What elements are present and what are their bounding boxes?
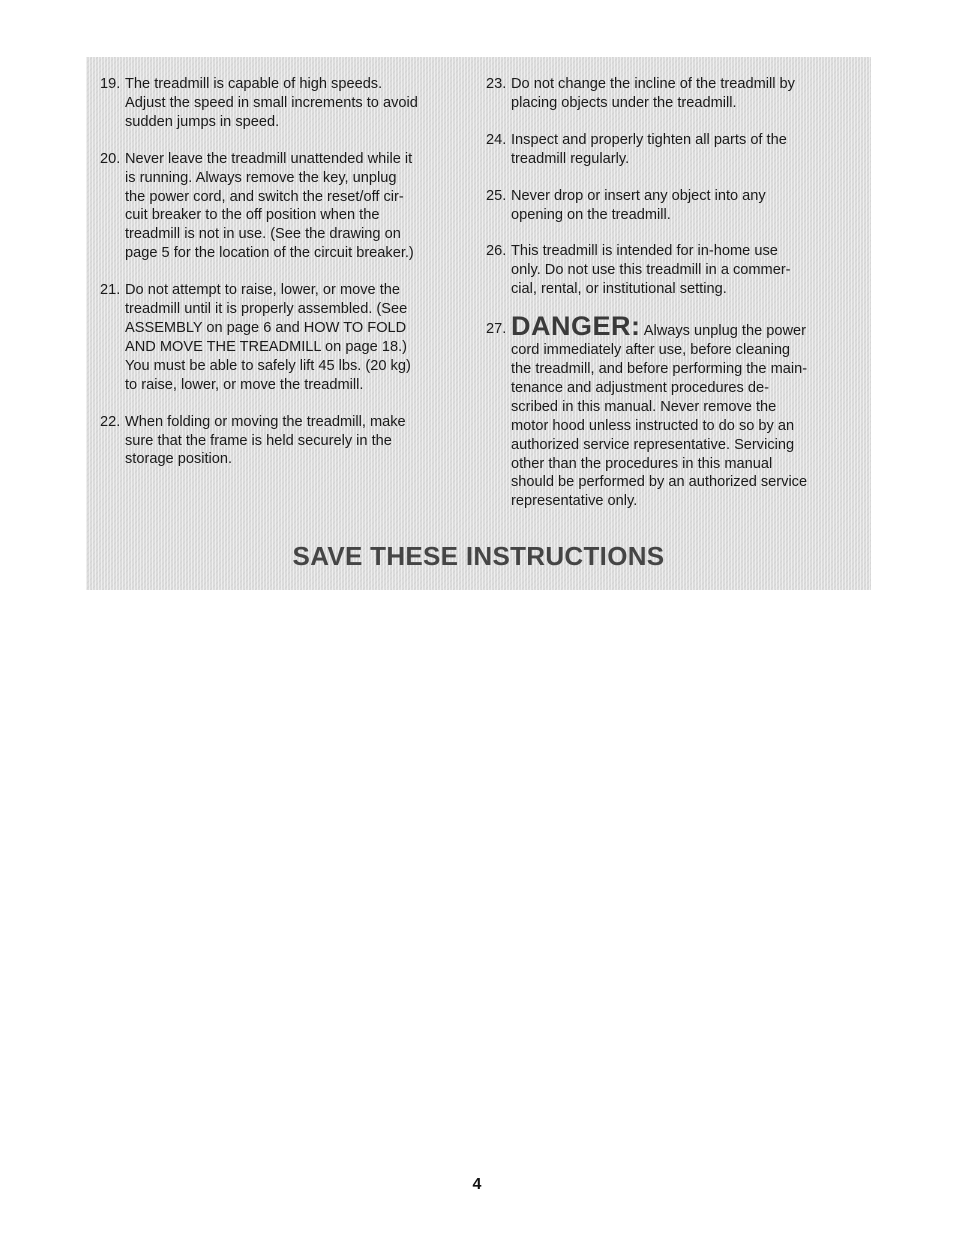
- item-text-line: representative only.: [511, 493, 638, 510]
- left-column: [100, 75, 472, 487]
- item-text-line: cial, rental, or institutional setting.: [511, 281, 727, 298]
- item-text-line: scribed in this manual. Never remove the: [511, 398, 777, 415]
- danger-heading: DANGER:: [511, 311, 641, 342]
- item-text-line: You must be able to safely lift 45 lbs. (20 kg): [125, 357, 411, 374]
- item-text-line: Do not attempt to raise, lower, or move the: [125, 282, 400, 299]
- right-column: [486, 75, 861, 529]
- item-text-line: should be performed by an authorized service: [511, 474, 808, 491]
- item-text-line: the power cord, and switch the reset/off cir-: [125, 188, 404, 205]
- instruction-item-24: [486, 131, 861, 169]
- item-text-line: authorized service representative. Servicing: [511, 436, 795, 453]
- instruction-item-22: [100, 413, 472, 470]
- danger-first-line: [511, 311, 861, 342]
- item-text-line: only. Do not use this treadmill in a commer-: [511, 262, 791, 279]
- safety-instructions-panel: [86, 57, 871, 590]
- item-text-line: ASSEMBLY on page 6 and HOW TO FOLD: [125, 319, 407, 336]
- item-text-line: Never drop or insert any object into any: [511, 187, 766, 204]
- item-text-line: page 5 for the location of the circuit breaker.): [125, 245, 414, 262]
- item-text-line: is running. Always remove the key, unplug: [125, 169, 397, 186]
- page-number: 4: [472, 1176, 482, 1193]
- item-number: 24.: [486, 131, 507, 148]
- item-text-line: tenance and adjustment procedures de-: [511, 379, 769, 396]
- item-number: 25.: [486, 187, 507, 204]
- instruction-item-26: [486, 242, 861, 299]
- item-text-line: The treadmill is capable of high speeds.: [125, 76, 383, 92]
- item-text-line: When folding or moving the treadmill, make: [125, 413, 406, 430]
- instruction-item-23: [486, 75, 861, 113]
- instruction-item-27-danger: [486, 311, 861, 511]
- save-instructions-heading: SAVE THESE INSTRUCTIONS: [292, 541, 665, 571]
- item-number: 22.: [100, 413, 121, 430]
- item-text-line: motor hood unless instructed to do so by an: [511, 417, 795, 434]
- instruction-item-21: [100, 281, 472, 394]
- item-text-line: placing objects under the treadmill.: [511, 94, 737, 111]
- item-number: 26.: [486, 243, 507, 260]
- item-number: 21.: [100, 282, 121, 299]
- instruction-item-25: [486, 187, 861, 225]
- item-text-line: the treadmill, and before performing the main-: [511, 360, 808, 377]
- item-text-line: Do not change the incline of the treadmill by: [511, 76, 795, 92]
- item-text-line: treadmill is not in use. (See the drawing on: [125, 226, 401, 243]
- item-number: 23.: [486, 76, 507, 92]
- item-text-line: opening on the treadmill.: [511, 206, 671, 223]
- item-text-line: Adjust the speed in small increments to avoid: [125, 94, 418, 111]
- item-number: 20.: [100, 150, 121, 167]
- instruction-item-20: [100, 150, 472, 263]
- instruction-item-19: [100, 75, 472, 132]
- item-text-line: other than the procedures in this manual: [511, 455, 773, 472]
- item-text-line: This treadmill is intended for in-home use: [511, 243, 778, 260]
- item-text-line: storage position.: [125, 451, 233, 468]
- item-text-line: Never leave the treadmill unattended while it: [125, 150, 413, 167]
- item-text-line: Always unplug the power: [643, 323, 806, 340]
- item-text-line: Inspect and properly tighten all parts of the: [511, 131, 787, 148]
- item-text-line: cuit breaker to the off position when the: [125, 207, 380, 224]
- item-number: 19.: [100, 76, 121, 92]
- item-text-line: cord immediately after use, before cleaning: [511, 342, 791, 359]
- item-text-line: treadmill regularly.: [511, 150, 630, 167]
- item-text-line: sudden jumps in speed.: [125, 113, 280, 130]
- item-number: 27.: [486, 321, 507, 338]
- item-text-line: AND MOVE THE TREADMILL on page 18.): [125, 338, 407, 355]
- item-text-line: to raise, lower, or move the treadmill.: [125, 376, 364, 393]
- item-text-line: treadmill until it is properly assembled. (See: [125, 301, 408, 318]
- item-text-line: sure that the frame is held securely in the: [125, 432, 392, 449]
